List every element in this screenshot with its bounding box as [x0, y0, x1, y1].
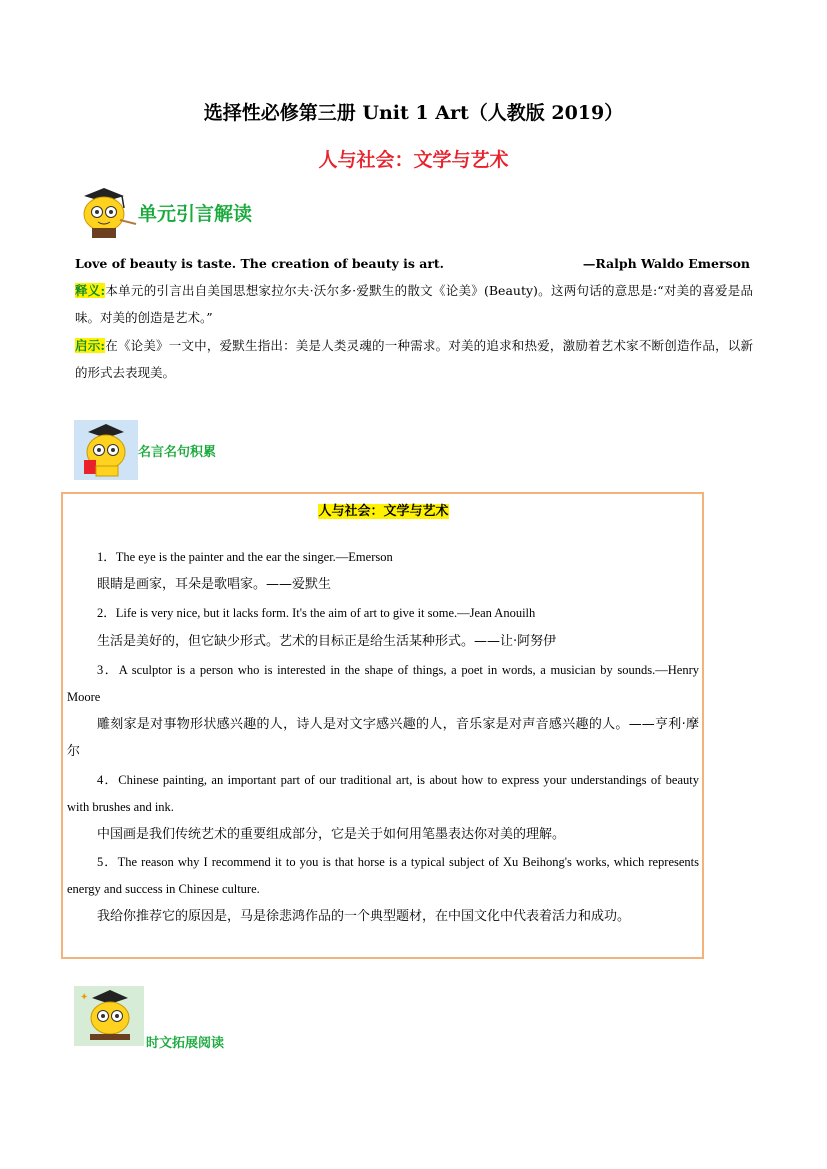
quote-author: —Ralph Waldo Emerson [582, 256, 750, 271]
quotes-box-title-text: 人与社会：文学与艺术 [318, 504, 449, 519]
svg-text:✦: ✦ [80, 992, 89, 1003]
page-title: 选择性必修第三册 Unit 1 Art（人教版 2019） [203, 102, 624, 124]
explanation-paragraph [75, 277, 753, 331]
quote-item-en: 4．Chinese painting, an important part of our traditional art, is about how to express your understandings of beauty with brushes and ink. [67, 773, 699, 814]
quote-item-cn: 中国画是我们传统艺术的重要组成部分，它是关于如何用笔墨表达你对美的理解。 [97, 827, 566, 842]
quote-item-cn: 生活是美好的，但它缺少形式。艺术的目标正是给生活某种形式。——让·阿努伊 [97, 634, 557, 649]
insight-paragraph [75, 332, 753, 386]
quote-item-cn: 眼睛是画家，耳朵是歌唱家。——爱默生 [97, 577, 332, 592]
quote-text: Love of beauty is taste. The creation of beauty is art. [75, 256, 445, 271]
quote-item-cn: 我给你推荐它的原因是，马是徐悲鸿作品的一个典型题材，在中国文化中代表着活力和成功。 [97, 909, 631, 924]
quote-item-cn: 雕刻家是对事物形状感兴趣的人，诗人是对文字感兴趣的人，音乐家是对声音感兴趣的人。——亨利·摩尔 [67, 717, 699, 759]
quote-item-en: 5．The reason why I recommend it to you is that horse is a typical subject of Xu Beihong's works, which represents energy and success in Chinese culture. [67, 855, 699, 896]
section-heading-reading: 时文拓展阅读 [146, 1036, 225, 1051]
quotes-box-title [0, 500, 767, 519]
explanation-label: 释义: [75, 283, 106, 298]
mascot-icon [74, 186, 138, 240]
quote-item-en: 2．Life is very nice, but it lacks form. It's the aim of art to give it some.—Jean Anouilh [97, 606, 536, 620]
section-heading-quotes: 名言名句积累 [138, 445, 217, 460]
explanation-text: 本单元的引言出自美国思想家拉尔夫·沃尔多·爱默生的散文《论美》(Beauty)。这两句话的意思是:“对美的喜爱是品味。对美的创造是艺术。” [75, 283, 753, 325]
quote-item-en: 1．The eye is the painter and the ear the singer.—Emerson [97, 550, 393, 564]
section-heading-intro: 单元引言解读 [138, 203, 253, 225]
mascot-reading-icon [74, 420, 138, 480]
page-subtitle: 人与社会：文学与艺术 [318, 149, 509, 171]
quote-item-en: 3．A sculptor is a person who is interested in the shape of things, a poet in words, a musician by sounds.—Henry Moore [67, 663, 699, 704]
intro-quote [75, 256, 750, 271]
insight-label: 启示: [75, 338, 106, 353]
mascot-writing-icon [74, 986, 144, 1046]
insight-text: 在《论美》一文中，爱默生指出：美是人类灵魂的一种需求。对美的追求和热爱，激励着艺术家不断创造作品，以新的形式去表现美。 [75, 338, 753, 380]
